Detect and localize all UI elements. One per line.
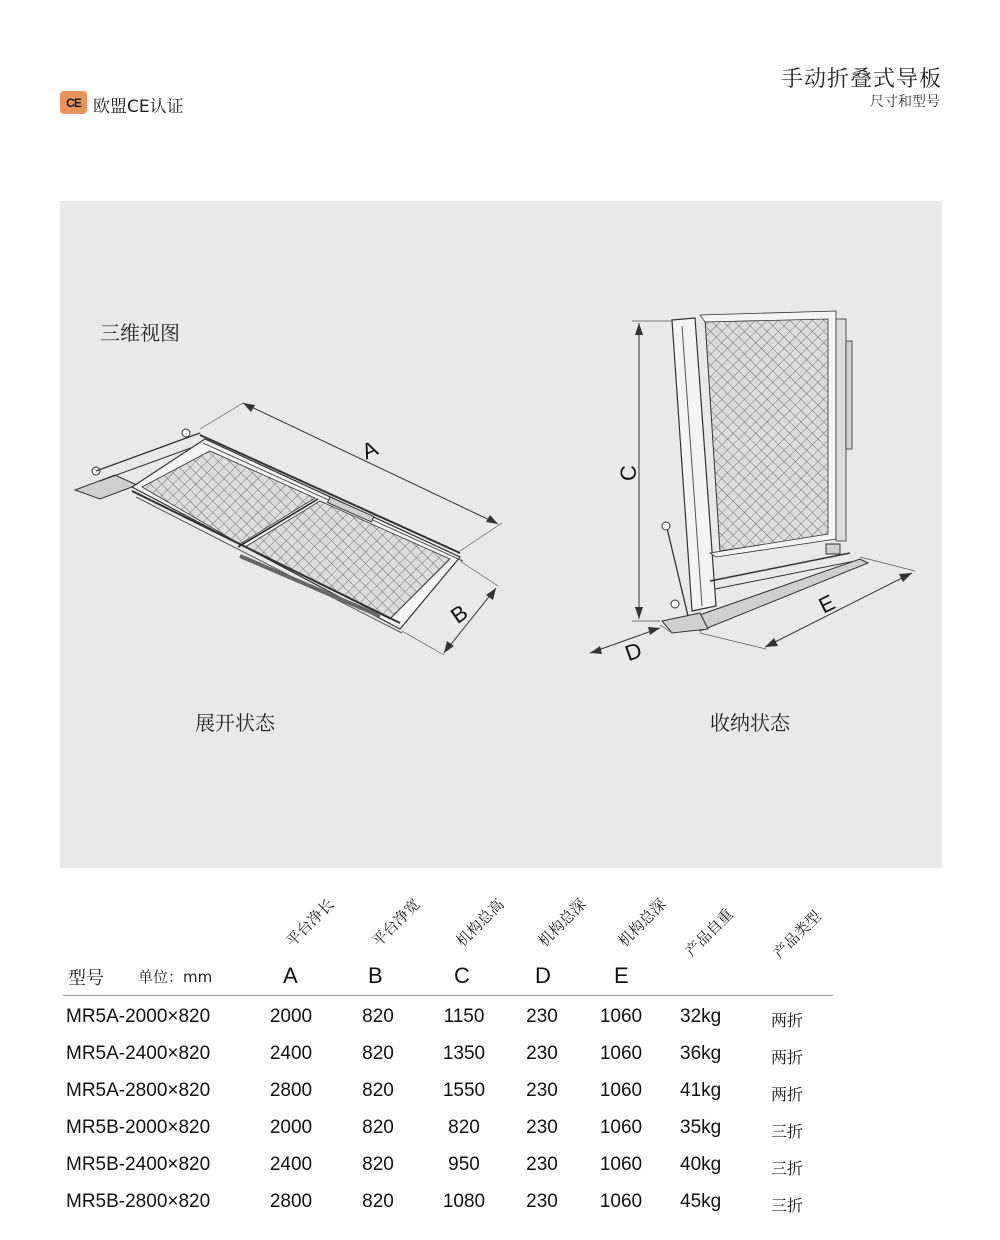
- cell-type: 两折: [771, 1048, 804, 1067]
- cell-e: 1060: [599, 1006, 643, 1027]
- dim-label-d: D: [621, 637, 646, 667]
- cell-b: 820: [362, 1006, 394, 1027]
- cell-weight: 41kg: [680, 1080, 722, 1101]
- header-mechanism-depth-e: 机构总深: [614, 895, 670, 951]
- header-platform-width: 平台净宽: [368, 895, 424, 951]
- table-row: [0, 1006, 1000, 1043]
- header-letter-e: E: [614, 963, 629, 988]
- cell-type: 三折: [771, 1122, 804, 1141]
- dim-label-a: A: [357, 435, 382, 465]
- table-row: [0, 1191, 1000, 1228]
- header-letter-a: A: [283, 963, 298, 988]
- header-platform-length: 平台净长: [282, 895, 338, 951]
- cell-model: MR5A-2400×820: [66, 1043, 211, 1064]
- cell-b: 820: [362, 1080, 394, 1101]
- cell-c: 1080: [442, 1191, 486, 1212]
- cell-b: 820: [362, 1154, 394, 1175]
- label-folded-state: 收纳状态: [710, 711, 790, 735]
- header-letter-d: D: [535, 963, 551, 988]
- header-mechanism-depth-d: 机构总深: [534, 895, 590, 951]
- folded-ramp-drawing: [662, 311, 868, 633]
- cell-type: 三折: [771, 1196, 804, 1215]
- cell-weight: 45kg: [680, 1191, 722, 1212]
- ce-certification-label: 欧盟CE认证: [93, 97, 184, 117]
- cell-model: MR5B-2400×820: [66, 1154, 211, 1175]
- cell-c: 1550: [442, 1080, 486, 1101]
- cell-type: 三折: [771, 1159, 804, 1178]
- table-row: [0, 1117, 1000, 1154]
- cell-e: 1060: [599, 1043, 643, 1064]
- table-row: [0, 1043, 1000, 1080]
- cell-d: 230: [526, 1080, 558, 1101]
- cell-a: 2000: [269, 1006, 313, 1027]
- cell-b: 820: [362, 1117, 394, 1138]
- cell-weight: 40kg: [680, 1154, 722, 1175]
- cell-a: 2000: [269, 1117, 313, 1138]
- ce-badge: [60, 91, 87, 114]
- cell-a: 2800: [269, 1080, 313, 1101]
- cell-c: 950: [448, 1154, 480, 1175]
- table-header-rule: [63, 995, 833, 996]
- cell-b: 820: [362, 1191, 394, 1212]
- label-unfolded-state: 展开状态: [195, 711, 275, 735]
- header-unit: 单位：mm: [138, 968, 213, 986]
- cell-a: 2800: [269, 1191, 313, 1212]
- cell-c: 1150: [443, 1006, 485, 1027]
- cell-d: 230: [526, 1043, 558, 1064]
- cell-c: 1350: [442, 1043, 486, 1064]
- header-model: 型号: [68, 968, 104, 989]
- header-letter-c: C: [454, 963, 470, 988]
- header-mechanism-height: 机构总高: [452, 895, 508, 951]
- cell-model: MR5B-2000×820: [66, 1117, 211, 1138]
- ramp-drawings: [60, 201, 942, 868]
- cell-d: 230: [526, 1191, 558, 1212]
- cell-a: 2400: [269, 1043, 313, 1064]
- cell-d: 230: [526, 1006, 558, 1027]
- cell-c: 820: [448, 1117, 480, 1138]
- cell-a: 2400: [269, 1154, 313, 1175]
- header-letter-b: B: [368, 963, 383, 988]
- cell-e: 1060: [599, 1080, 643, 1101]
- cell-model: MR5A-2000×820: [66, 1006, 211, 1027]
- cell-weight: 36kg: [680, 1043, 722, 1064]
- table-row: [0, 1080, 1000, 1117]
- cell-weight: 35kg: [680, 1117, 722, 1138]
- cell-model: MR5A-2800×820: [66, 1080, 211, 1101]
- dim-label-b: B: [445, 599, 473, 629]
- cell-type: 两折: [771, 1085, 804, 1104]
- ce-badge-text: CE: [66, 95, 81, 110]
- cell-type: 两折: [771, 1011, 804, 1030]
- unfolded-ramp-drawing: [75, 429, 463, 633]
- cell-weight: 32kg: [680, 1006, 722, 1027]
- cell-b: 820: [362, 1043, 394, 1064]
- cell-d: 230: [526, 1117, 558, 1138]
- cell-e: 1060: [599, 1191, 643, 1212]
- dim-label-c: C: [616, 465, 641, 481]
- header-product-type: 产品类型: [769, 907, 825, 963]
- cell-e: 1060: [599, 1154, 643, 1175]
- figure-panel: [60, 201, 942, 868]
- page-subtitle: 尺寸和型号: [870, 94, 940, 110]
- dim-label-e: E: [814, 589, 839, 619]
- cell-e: 1060: [599, 1117, 643, 1138]
- header-product-weight: 产品自重: [681, 905, 737, 961]
- cell-model: MR5B-2800×820: [66, 1191, 211, 1212]
- page-title: 手动折叠式导板: [780, 67, 942, 92]
- cell-d: 230: [526, 1154, 558, 1175]
- table-row: [0, 1154, 1000, 1191]
- label-3d-view: 三维视图: [100, 321, 180, 345]
